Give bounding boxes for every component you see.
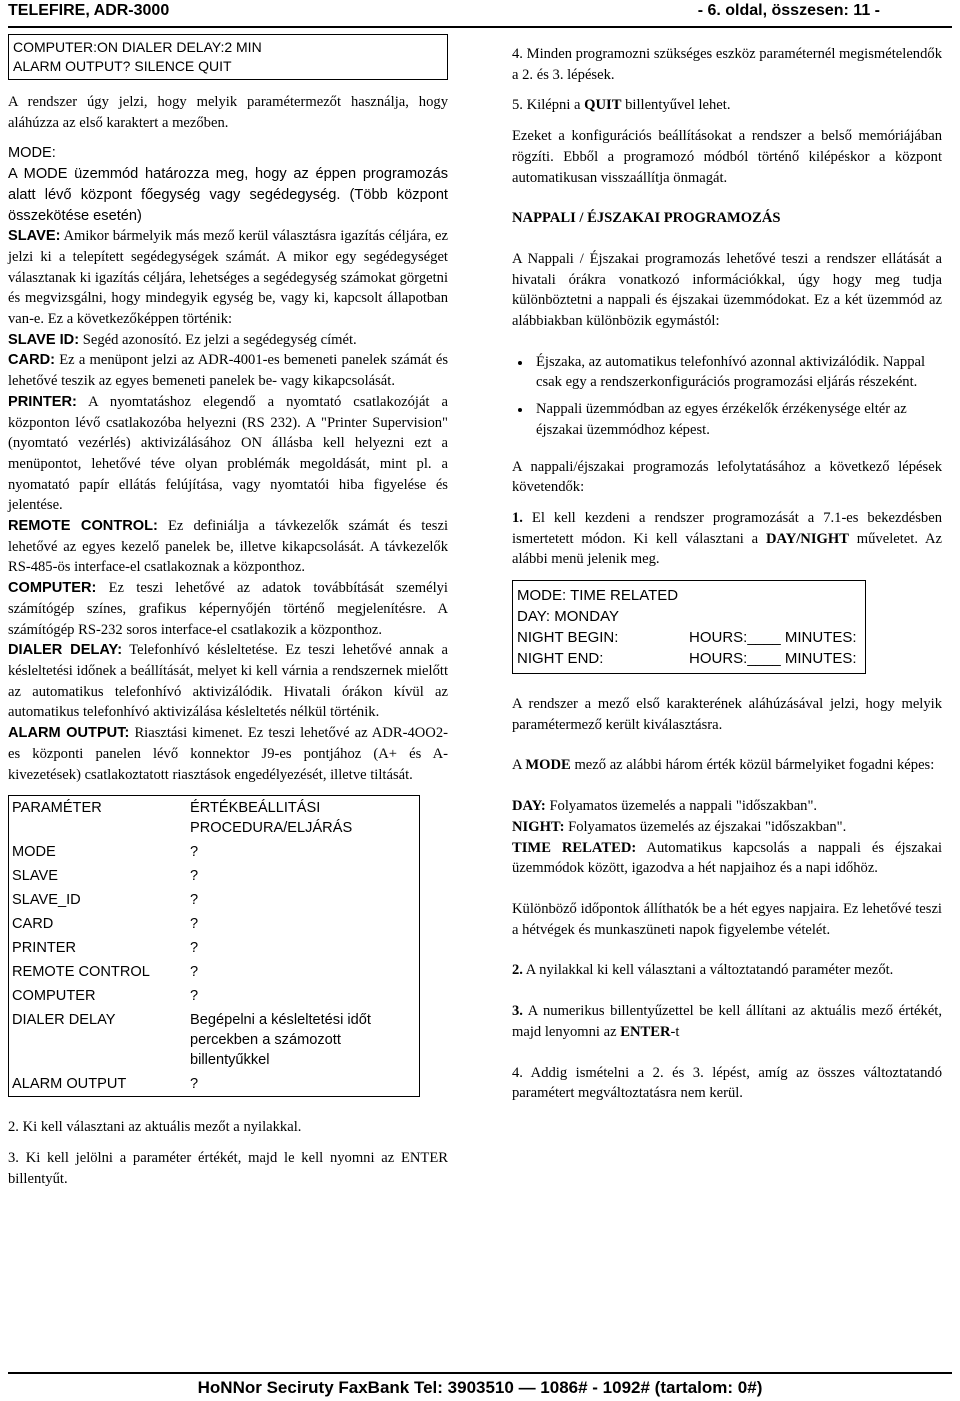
day-label: DAY:: [512, 798, 546, 815]
daynight-label: DAY/NIGHT: [765, 530, 849, 547]
step-5-text-end: billentyűvel lehet.: [621, 97, 731, 114]
mode-values-text-end: mező az alábbi három érték közül bármelyiket fogadni képes:: [570, 757, 935, 774]
table-cell-value: ?: [190, 964, 199, 981]
card-text: Ez a menüpont jelzi az ADR-4001-es bemeneti panelek számát és lehetővé teszik az egyes bemeneti panelek be- vagy kikapcsolását.: [8, 352, 448, 390]
night-end-fields: HOURS:____ MINUTES:: [689, 650, 857, 668]
right-step-2: [512, 960, 942, 981]
table-row: [9, 936, 420, 960]
step-1: [512, 508, 942, 570]
right-step-3-num: 3.: [512, 1003, 523, 1020]
table-cell-value: ?: [190, 1076, 199, 1093]
table-header-row: [9, 796, 420, 841]
step-5-text: 5. Kilépni a: [512, 97, 585, 114]
slave-paragraph: [8, 226, 448, 330]
mode-values-paragraph: [512, 755, 942, 776]
table-row: [9, 912, 420, 936]
slaveid-label: SLAVE ID:: [8, 331, 80, 348]
step-2: 2. Ki kell választani az aktuális mezőt a nyilakkal.: [8, 1119, 302, 1136]
computer-text: Ez teszi lehetővé az adatok továbbítását személyi számítógép színes, grafikus képernyőjén történő megjelenítésre. A számítógép RS-232 soros interface-el csatlakozik a központhoz.: [8, 580, 448, 638]
table-cell-value: ?: [190, 988, 199, 1005]
page-header: [8, 0, 952, 28]
slaveid-paragraph: [8, 330, 448, 351]
dialer-paragraph: [8, 640, 448, 723]
table-row: [9, 864, 420, 888]
table-cell-param: SLAVE_ID: [12, 892, 81, 909]
time-related-label: TIME RELATED:: [512, 839, 637, 856]
table-row: [9, 840, 420, 864]
card-label: CARD:: [8, 352, 56, 369]
time-related-paragraph: [512, 838, 942, 879]
dialer-text: Telefonhívó késleltetése. Ez teszi lehetővé annak a késleltetési időnek a beállítását, melyet ki kell várnia a rendszernek mielőtt az automatikus telefonhívó aktivizálódik. Hivatali órákon kívül az automatikus telefonhívó aktivizálása késleltetés nélkül történik.: [8, 642, 448, 721]
alarm-text: Riasztási kimenet. Ez teszi lehetővé az ADR-4OO2-es központi panelen lévő konnektor J9-es pontjához (A+ és A- kivezetések) csatlakoztatott riasztások engedélyezését, illetve tiltását.: [8, 725, 448, 783]
right-step-2-text: A nyilakkal ki kell választani a változtatandó paraméter mezőt.: [522, 962, 894, 979]
day-paragraph: [512, 796, 942, 817]
table-cell-value: Begépelni a késleltetési időt percekben a számozott billentyűkkel: [190, 1012, 371, 1069]
table-row: [9, 984, 420, 1008]
table-header-param: PARAMÉTER: [12, 800, 102, 817]
quit-key: QUIT: [584, 97, 622, 114]
parameter-table: [8, 795, 420, 1097]
table-cell-param: ALARM OUTPUT: [12, 1076, 127, 1093]
step-5: [512, 95, 942, 116]
left-column: [8, 34, 448, 1189]
mode-field-label: MODE: [525, 757, 571, 774]
mode-difference-list: [512, 352, 942, 441]
step-1-num: 1.: [512, 509, 523, 526]
table-cell-param: SLAVE: [12, 868, 58, 885]
header-title: TELEFIRE, ADR-3000: [8, 2, 170, 19]
printer-label: PRINTER:: [8, 393, 77, 410]
paragraph-intro: A rendszer úgy jelzi, hogy melyik paramétermezőt használja, hogy aláhúzza az első karaktert a mezőben.: [8, 94, 448, 131]
table-cell-value: ?: [190, 940, 199, 957]
display-line-2: ALARM OUTPUT? SILENCE QUIT: [13, 58, 232, 74]
mode-values-text: A: [512, 757, 526, 774]
display-box: [8, 34, 448, 80]
night-end-label: NIGHT END:: [517, 650, 604, 668]
mode-heading: MODE:: [8, 145, 56, 162]
slave-text: Amikor bármelyik más mező kerül választásra igazítás céljára, ez jelzi ki a telepített segédegységek számát. A mikor egy segédegységet választanak ki igazítás céljára, lehetséges a segédegység számokat görgetni és megvizsgálni, hogy mindegyik egység be, vagy ki, kapcsolt állapotban van-e. Ez a következőképpen történik:: [8, 228, 448, 328]
page-number: - 6. oldal, összesen: 11 -: [697, 2, 880, 19]
table-cell-value: ?: [190, 916, 199, 933]
alarm-paragraph: [8, 723, 448, 785]
computer-label: COMPUTER:: [8, 580, 97, 597]
printer-paragraph: [8, 392, 448, 516]
table-cell-value: ?: [190, 892, 199, 909]
table-cell-param: PRINTER: [12, 940, 77, 957]
remote-paragraph: [8, 516, 448, 578]
table-cell-param: CARD: [12, 916, 54, 933]
list-item: • Nappali üzemmódban az egyes érzékelők érzékenysége eltér az éjszakai üzemmódhoz képest.: [532, 399, 942, 440]
page-footer: HoNNor Seciruty FaxBank Tel: 3903510 — 1086# - 1092# (tartalom: 0#): [8, 1372, 952, 1401]
computer-paragraph: [8, 578, 448, 640]
underline-paragraph: A rendszer a mező első karakterének aláhúzásával jelzi, hogy melyik paramétermező került kiválasztásra.: [512, 696, 942, 733]
table-cell-value: ?: [190, 844, 199, 861]
slave-label: SLAVE:: [8, 228, 61, 245]
table-header-value: ÉRTÉKBEÁLLITÁSI PROCEDURA/ELJÁRÁS: [190, 800, 353, 837]
list-item: • Éjszaka, az automatikus telefonhívó azonnal aktivizálódik. Nappal csak egy a rendszerkonfigurációs programozási eljárás részeként.: [532, 352, 942, 393]
table-row: [9, 1072, 420, 1097]
menu-line: [517, 627, 861, 648]
table-cell-param: MODE: [12, 844, 56, 861]
enter-key: ENTER: [620, 1023, 671, 1040]
intro-paragraph: A Nappali / Éjszakai programozás lehetővé teszi a rendszer ellátását a hivatali órákra vonatkozó információkkal, úgy hogy meg tudja különböztetni a nappali és éjszakai üzemmódokat. Ez a két üzemmód az alábbiakban különbözik egymástól:: [512, 250, 942, 330]
table-cell-param: REMOTE CONTROL: [12, 964, 150, 981]
menu-line: [517, 648, 861, 669]
printer-text: A nyomtatáshoz elegendő a nyomtató csatlakozóját a központon lévő csatlakozóba helyezni (RS 232). A "Printer Supervision" (nyomtató vezérlés) aktivizálásához ON állásba kell helyezni ezt a menüpontot, lehetővé téve olyan problémák megoldását, mint pl. a nyomatató papír ellátás felújítása, vagy nyomtatói hiba figyelése és jelentése.: [8, 393, 448, 514]
right-step-4: 4. Addig ismételni a 2. és 3. lépést, amíg az összes változtatandó paramétert megváltoztatásra nem kerül.: [512, 1064, 942, 1102]
night-begin-label: NIGHT BEGIN:: [517, 629, 619, 647]
table-cell-param: DIALER DELAY: [12, 1012, 116, 1029]
card-paragraph: [8, 350, 448, 391]
table-cell-param: COMPUTER: [12, 988, 96, 1005]
menu-line: DAY: MONDAY: [517, 608, 619, 626]
dialer-label: DIALER DELAY:: [8, 642, 123, 659]
step-1-text-end: műveletet. Az alábbi menü jelenik meg.: [512, 530, 942, 568]
config-paragraph: Ezeket a konfigurációs beállításokat a rendszer a belső memóriájában rögzíti. Ebből a programozó módból történő kilépéskor a központ automatikusan visszaállítja önmagát.: [512, 128, 942, 186]
mode-text: A MODE üzemmód határozza meg, hogy az éppen programozás alatt lévő központ főegység vagy segédegység. (Több központ összekötése esetén): [8, 166, 448, 224]
step-4: 4. Minden programozni szükséges eszköz paraméternél megismételendők a 2. és 3. lépések.: [512, 46, 942, 83]
day-text: Folyamatos üzemelés a nappali "időszakban".: [545, 798, 818, 815]
time-related-text: Automatikus kapcsolás a nappali és éjszakai üzemmódok között, igazodva a hét napjaihoz és a napi időhöz.: [512, 839, 942, 877]
remote-label: REMOTE CONTROL:: [8, 518, 158, 535]
slaveid-text: Segéd azonosító. Ez jelzi a segédegység címét.: [79, 331, 357, 348]
right-step-3: [512, 1001, 942, 1042]
night-text: Folyamatos üzemelés az éjszakai "időszakban".: [564, 818, 847, 835]
different-times-paragraph: Különböző időpontok állíthatók be a hét egyes napjaira. Ez lehetővé teszi a hétvégek és munkaszüneti napok figyelembe vételét.: [512, 900, 942, 938]
menu-line: MODE: TIME RELATED: [517, 587, 679, 605]
night-begin-fields: HOURS:____ MINUTES:: [689, 629, 857, 647]
alarm-label: ALARM OUTPUT:: [8, 725, 130, 742]
step-3: 3. Ki kell jelölni a paraméter értékét, majd le kell nyomni az ENTER billentyűt.: [8, 1149, 448, 1187]
right-step-3-text: A numerikus billentyűzettel be kell állítani az aktuális mező értékét, majd lenyomni az: [512, 1003, 942, 1040]
steps-paragraph: A nappali/éjszakai programozás lefolytatásához a következő lépések követendők:: [512, 458, 942, 496]
table-row: [9, 888, 420, 912]
right-step-3-end: -t: [670, 1023, 680, 1040]
remote-text: Ez definiálja a távkezelők számát és teszi lehetővé az egyes kezelő panelek be, illetve kikapcsolását. A távkezelők RS-485-ös interface-el csatlakoznak a központhoz.: [8, 518, 448, 576]
table-row: [9, 1008, 420, 1072]
right-column: [512, 34, 942, 1104]
night-paragraph: [512, 817, 942, 838]
daynight-menu-box: [512, 580, 866, 674]
step-1-text: El kell kezdeni a rendszer programozását a 7.1-es bekezdésben ismertetett módon. Ki kell választani a: [512, 509, 942, 547]
table-cell-value: ?: [190, 868, 199, 885]
right-step-2-num: 2.: [512, 962, 523, 979]
section-heading: NAPPALI / ÉJSZAKAI PROGRAMOZÁS: [512, 210, 781, 227]
table-row: [9, 960, 420, 984]
night-label: NIGHT:: [512, 818, 565, 835]
display-line-1: COMPUTER:ON DIALER DELAY:2 MIN: [13, 39, 262, 55]
